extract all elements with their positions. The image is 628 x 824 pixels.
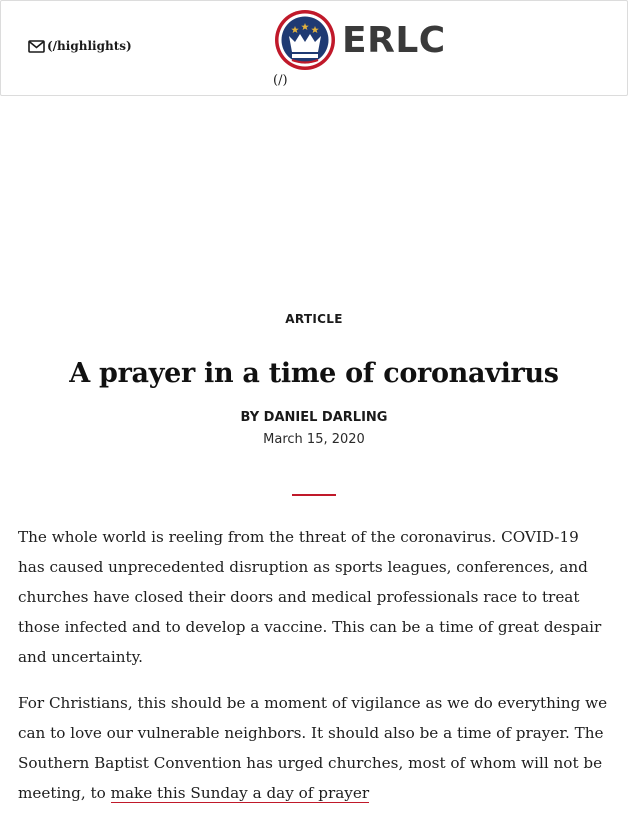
title-divider [292,494,336,496]
envelope-icon [28,40,45,53]
article-byline[interactable]: BY DANIEL DARLING [240,410,388,425]
erlc-logo[interactable] [274,9,446,71]
day-of-prayer-link[interactable]: make this Sunday a day of prayer [110,784,370,802]
site-header [0,0,628,96]
article-paragraph: The whole world is reeling from the threat of the coronavirus. COVID-19 has caused unprecedented disruption as sports leagues, conferences, and churches have closed their doors and medical professionals race to treat those infected and to develop a vaccine. This can be a time of great despair and uncertainty. [18,528,602,666]
highlights-link-label: (/highlights) [47,39,132,53]
paragraph-text: For Christians, this should be a moment of vigilance as we do everything we can to love our vulnerable neighbors. It should also be a time of prayer. The Southern Baptist Convention has urged churches, most of whom will not be meeting, to [18,694,608,802]
erlc-crown-logo-icon [274,9,336,71]
article-title: A prayer in a time of coronavirus [69,358,559,389]
highlights-link[interactable] [28,39,132,53]
home-link[interactable]: (/) [273,73,288,88]
logo-wordmark: ERLC [342,19,446,61]
article-body [18,522,610,824]
article-paragraph [18,688,610,808]
article-kicker: ARTICLE [285,312,343,326]
article-date: March 15, 2020 [263,432,365,447]
